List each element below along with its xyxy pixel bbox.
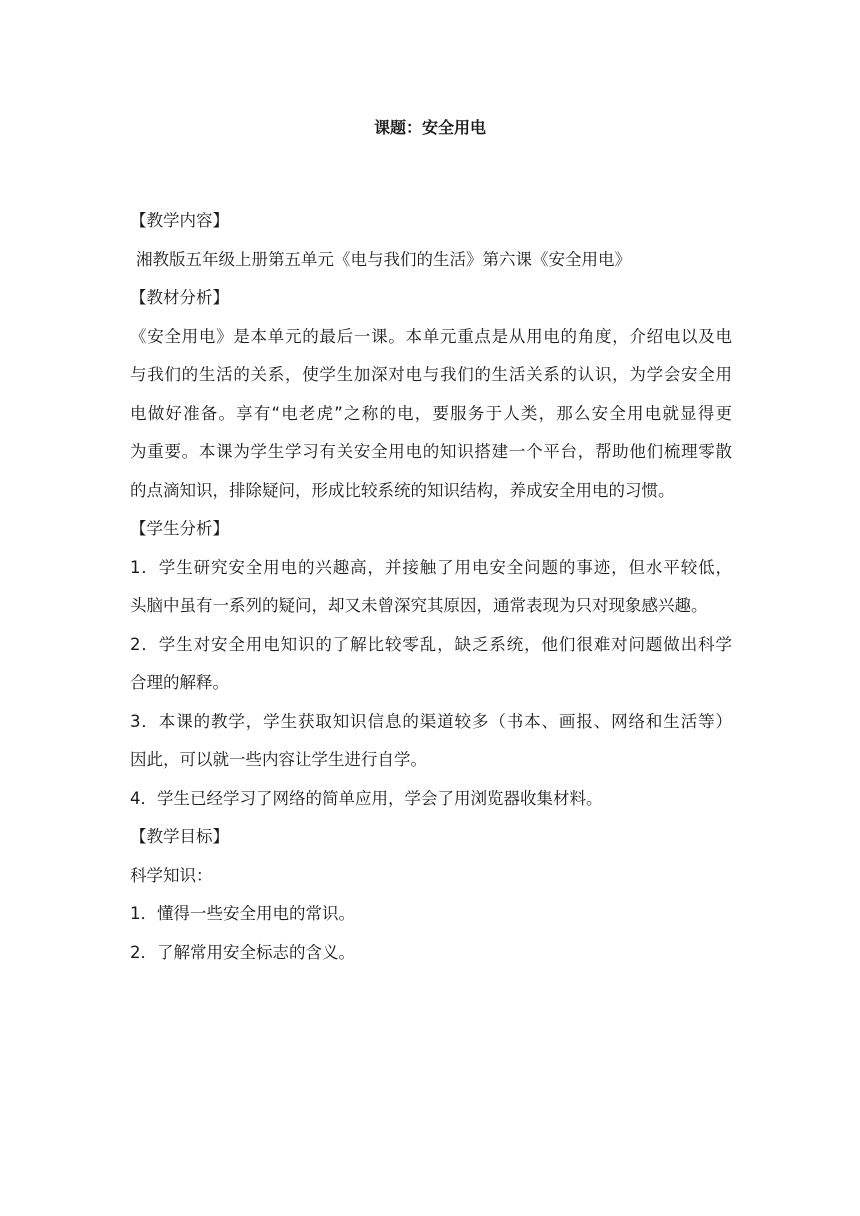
list-item-line: 2．了解常用安全标志的含义。 [130,942,355,962]
list-item-line: 3．本课的教学，学生获取知识信息的渠道较多（书本、画报、网络和生活等） [130,711,732,731]
paragraph-line: 与我们的生活的关系，使学生加深对电与我们的生活关系的认识，为学会安全用 [130,365,732,384]
paragraph-line: 的点滴知识，排除疑问，形成比较系统的知识结构，养成安全用电的习惯。 [130,480,675,500]
paragraph-line: 《安全用电》是本单元的最后一课。本单元重点是从用电的角度，介绍电以及电 [130,326,732,346]
section-heading-teaching-content: 【教学内容】 [130,211,229,230]
list-item-line: 1．学生研究安全用电的兴趣高，并接触了用电安全问题的事迹，但水平较低， [130,557,732,577]
document-title: 课题：安全用电 [373,118,486,137]
section-heading-material-analysis: 【教材分析】 [130,288,229,307]
list-item-line: 4．学生已经学习了网络的简单应用，学会了用浏览器收集材料。 [130,788,603,808]
paragraph-line: 湘教版五年级上册第五单元《电与我们的生活》第六课《安全用电》 [136,249,631,269]
list-item-line: 1．懂得一些安全用电的常识。 [130,904,355,923]
paragraph-line: 为重要。本课为学生学习有关安全用电的知识搭建一个平台，帮助他们梳理零散 [130,442,732,461]
paragraph-line: 电做好准备。享有“电老虎”之称的电，要服务于人类，那么安全用电就显得更 [130,403,732,423]
section-heading-student-analysis: 【学生分析】 [130,519,229,538]
list-item-line: 合理的解释。 [130,673,229,692]
list-item-line: 头脑中虽有一系列的疑问，却又未曾深究其原因，通常表现为只对现象感兴趣。 [130,596,708,615]
list-item-line: 因此，可以就一些内容让学生进行自学。 [130,750,427,769]
subheading-science-knowledge: 科学知识： [130,865,213,885]
list-item-line: 2．学生对安全用电知识的了解比较零乱，缺乏系统，他们很难对问题做出科学 [130,634,732,654]
section-heading-teaching-goals: 【教学目标】 [130,827,229,846]
document-body [130,202,732,972]
